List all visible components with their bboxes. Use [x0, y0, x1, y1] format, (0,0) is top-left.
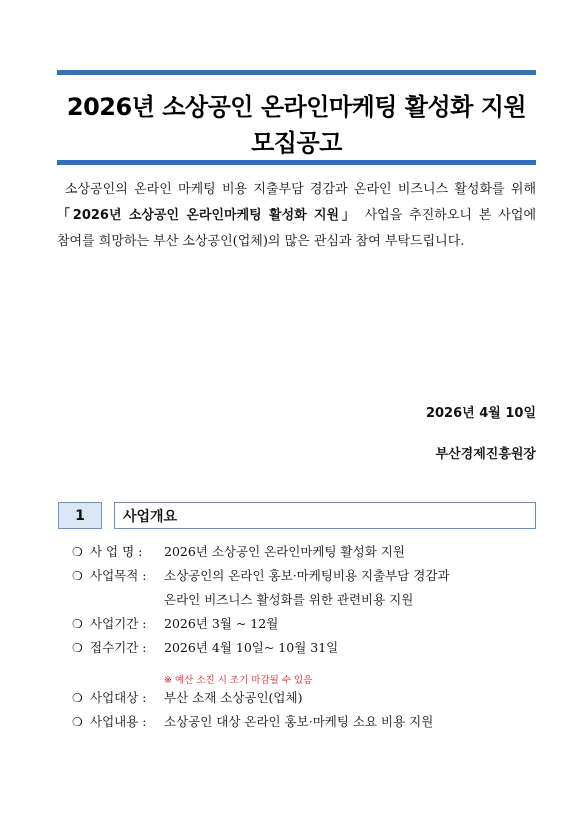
- item-value: 2026년 소상공인 온라인마케팅 활성화 지원: [164, 544, 405, 559]
- item-value: 2026년 4월 10일~ 10월 31일: [164, 640, 339, 655]
- item-value: 2026년 3월 ~ 12월: [164, 616, 279, 631]
- item-value: 온라인 비즈니스 활성화를 위한 관련비용 지원: [164, 592, 414, 607]
- section-title: 사업개요: [114, 502, 536, 529]
- bottom-blue-rule: [57, 160, 536, 165]
- list-item: [72, 710, 536, 734]
- intro-paragraph: [57, 177, 536, 255]
- list-item-continuation: [72, 588, 536, 612]
- item-label: 사업내용 :: [90, 714, 147, 729]
- top-blue-rule: [57, 70, 536, 75]
- circle-bullet-icon: ❍: [72, 691, 83, 705]
- circle-bullet-icon: ❍: [72, 569, 83, 583]
- list-item: [72, 686, 536, 710]
- list-item: [72, 564, 536, 588]
- page-title-line2: 모집공고: [251, 129, 342, 157]
- circle-bullet-icon: ❍: [72, 617, 83, 631]
- intro-text-1: 소상공인의 온라인 마케팅 비용 지출부담 경감과 온라인 비즈니스 활성화를 위해: [65, 182, 536, 197]
- list-item: [72, 636, 536, 660]
- circle-bullet-icon: ❍: [72, 641, 83, 655]
- issuer-name: 부산경제진흥원장: [435, 447, 536, 462]
- intro-highlight: 「2026년 소상공인 온라인마케팅 활성화 지원」: [57, 208, 358, 223]
- item-value: 부산 소재 소상공인(업체): [164, 690, 303, 705]
- section-number: 1: [58, 502, 102, 529]
- item-label: 사업목적 :: [90, 568, 147, 583]
- item-label: 사업대상 :: [90, 690, 147, 705]
- item-label: 사업기간 :: [90, 616, 147, 631]
- item-label: 사 업 명 :: [90, 544, 143, 559]
- budget-note: ※ 예산 소진 시 조기 마감될 수 있음: [164, 675, 313, 686]
- item-label: 접수기간 :: [90, 640, 147, 655]
- item-value: 소상공인 대상 온라인 홍보·마케팅 소요 비용 지원: [164, 714, 434, 729]
- overview-list: [72, 540, 536, 734]
- circle-bullet-icon: ❍: [72, 545, 83, 559]
- page-title-line1: 2026년 소상공인 온라인마케팅 활성화 지원: [66, 93, 527, 121]
- list-item: [72, 540, 536, 564]
- circle-bullet-icon: ❍: [72, 715, 83, 729]
- item-value: 소상공인의 온라인 홍보·마케팅비용 지출부담 경감과: [164, 568, 450, 583]
- list-item: [72, 612, 536, 636]
- announcement-date: 2026년 4월 10일: [425, 406, 536, 421]
- intro-text-2: 사업을 추진하오니 본 사업에 참여를 희망하는 부산 소상공인(업체)의 많은 관심과 참여 부탁드립니다.: [57, 208, 537, 249]
